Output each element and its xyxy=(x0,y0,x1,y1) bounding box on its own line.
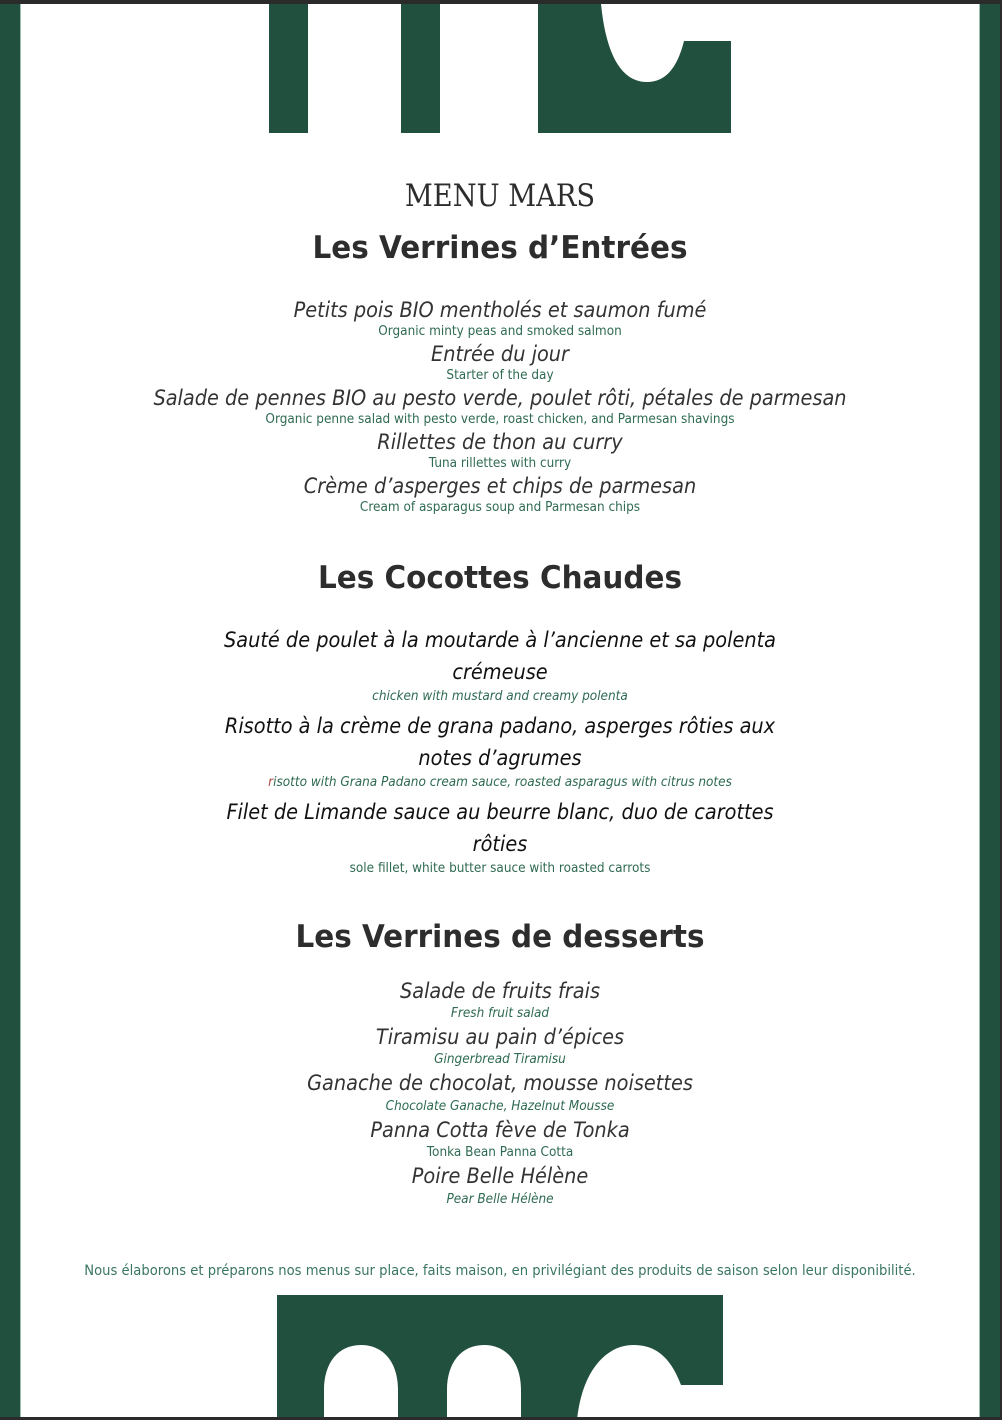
menu-item-name: Salade de pennes BIO au pesto verde, poulet rôti, pétales de parmesan xyxy=(153,386,847,410)
menu-item-name: Panna Cotta fève de Tonka xyxy=(370,1118,630,1142)
menu-item-name: Rillettes de thon au curry xyxy=(377,430,623,454)
logo-m-shape xyxy=(277,1295,723,1417)
menu-item-translation: Chocolate Ganache, Hazelnut Mousse xyxy=(385,1099,615,1114)
menu-item-translation: sole fillet, white butter sauce with roasted carrots xyxy=(349,861,651,876)
menu-item-name-line2: notes d’agrumes xyxy=(418,746,582,770)
logo-bar-2 xyxy=(401,4,440,133)
left-border-band xyxy=(0,4,20,1417)
menu-item-translation: Gingerbread Tiramisu xyxy=(434,1052,566,1067)
menu-item-name-line1: Sauté de poulet à la moutarde à l’ancienne et sa polenta xyxy=(223,628,777,652)
menu-page xyxy=(0,4,1000,1417)
menu-item-name: Crème d’asperges et chips de parmesan xyxy=(303,474,697,498)
menu-item-name-line2: crémeuse xyxy=(452,660,548,684)
menu-item-name-line2: rôties xyxy=(472,832,528,856)
menu-title: MENU MARS xyxy=(404,178,596,214)
menu-item-translation xyxy=(54,775,947,790)
menu-item-translation: chicken with mustard and creamy polenta xyxy=(372,689,628,704)
menu-item-name: Petits pois BIO mentholés et saumon fumé xyxy=(293,298,707,322)
menu-item-name: Salade de fruits frais xyxy=(399,979,601,1003)
menu-item-name-line1: Risotto à la crème de grana padano, asperges rôties aux xyxy=(224,714,776,738)
menu-item-translation: Fresh fruit salad xyxy=(450,1006,550,1021)
translation-first-letter: r xyxy=(268,775,274,790)
menu-item-translation: Cream of asparagus soup and Parmesan chips xyxy=(359,500,641,515)
section-title-cocottes: Les Cocottes Chaudes xyxy=(318,560,682,596)
section-title-desserts: Les Verrines de desserts xyxy=(295,919,705,955)
restaurant-logo-top xyxy=(269,4,732,134)
menu-item-translation: Tuna rillettes with curry xyxy=(428,456,572,471)
menu-item-translation: Pear Belle Hélène xyxy=(446,1192,554,1207)
logo-bar-1 xyxy=(269,4,308,133)
section-title-entrees: Les Verrines d’Entrées xyxy=(312,230,688,266)
translation-rest: isotto with Grana Padano cream sauce, roasted asparagus with citrus notes xyxy=(273,775,732,790)
menu-item-name-line1: Filet de Limande sauce au beurre blanc, duo de carottes xyxy=(226,800,774,824)
footer-note: Nous élaborons et préparons nos menus sur place, faits maison, en privilégiant des produits de saison selon leur disponibilité. xyxy=(84,1263,916,1279)
right-border-band xyxy=(980,4,1000,1417)
menu-item-translation: Starter of the day xyxy=(446,368,554,383)
menu-item-name: Ganache de chocolat, mousse noisettes xyxy=(307,1071,693,1095)
restaurant-logo-bottom xyxy=(277,1295,724,1417)
menu-item-name: Tiramisu au pain d’épices xyxy=(375,1025,625,1049)
menu-item-name: Entrée du jour xyxy=(431,342,569,366)
menu-item-translation: Tonka Bean Panna Cotta xyxy=(426,1145,574,1160)
logo-c-shape xyxy=(538,4,731,133)
menu-item-translation: Organic penne salad with pesto verde, roast chicken, and Parmesan shavings xyxy=(265,412,735,427)
menu-item-name: Poire Belle Hélène xyxy=(411,1164,589,1188)
menu-item-translation: Organic minty peas and smoked salmon xyxy=(378,324,622,339)
